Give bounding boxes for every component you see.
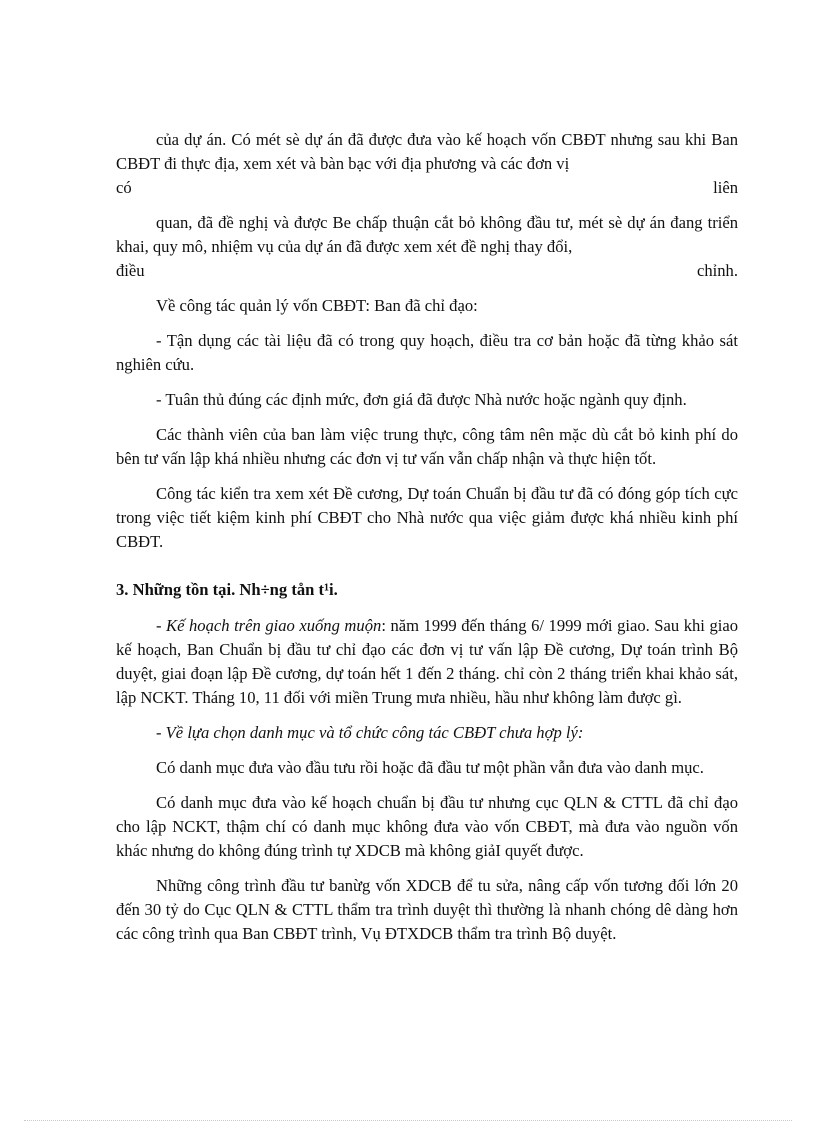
paragraph-bullet-1: - Tận dụng các tài liệu đã có trong quy hoạch, điều tra cơ bản hoặc đã từng khảo sát nghiên cứu. <box>116 331 738 374</box>
paragraph-list-1: Có danh mục đưa vào đầu tưu rồi hoặc đã đầu tư một phần vẫn đưa vào danh mục. <box>156 758 704 777</box>
spread-line-2 <box>116 259 738 283</box>
paragraph-list-2: Có danh mục đưa vào kế hoạch chuẩn bị đầu tư nhưng cục QLN & CTTL đã chỉ đạo cho lập NCKT, thậm chí có danh mục không đưa vào vốn CBĐT, mà đưa vào nguồn vốn khác nhưng do không đúng trình tự XDCB mà không giảI quyết được. <box>116 793 738 860</box>
paragraph-bullet-2: - Tuân thủ đúng các định mức, đơn giá đã được Nhà nước hoặc ngành quy định. <box>156 390 687 409</box>
spread-right-word: liên <box>713 178 738 197</box>
paragraph-management: Về công tác quản lý vốn CBĐT: Ban đã chỉ đạo: <box>156 296 478 315</box>
paragraph-late-plan-text: : năm 1999 đến tháng 6/ 1999 mới giao. Sau khi giao kế hoạch, Ban Chuẩn bị đầu tư chỉ đạo các đơn vị tư vấn lập Đề cương, Dự toán trình Bộ duyệt, giai đoạn lập Đề cương, dự toán hết 1 đến 2 tháng. chỉ còn 2 tháng triển khai khảo sát, lập NCKT. Tháng 10, 11 đối với miền Trung mưa nhiều, hầu như không làm được gì. <box>116 616 739 707</box>
italic-lead: - Kế hoạch trên giao xuống muộn <box>156 616 382 635</box>
paragraph-intro: của dự án. Có mét sè dự án đã được đưa vào kế hoạch vốn CBĐT nhưng sau khi Ban CBĐT đi thực địa, xem xét và bàn bạc với địa phương và các đơn vị <box>116 130 738 173</box>
paragraph-members: Các thành viên của ban làm việc trung thực, công tâm nên mặc dù cắt bỏ kinh phí do bên tư vấn lập khá nhiều nhưng các đơn vị tư vấn vẫn chấp nhận và thực hiện tốt. <box>116 425 738 468</box>
spread-line-1 <box>116 176 738 200</box>
page-bottom-divider <box>24 1120 792 1121</box>
paragraph-inspection: Công tác kiển tra xem xét Đề cương, Dự toán Chuẩn bị đầu tư đã có đóng góp tích cực trong việc tiết kiệm kinh phí CBĐT cho Nhà nước qua việc giảm được khá nhiều kinh phí CBĐT. <box>116 484 738 551</box>
paragraph-selection: - Về lựa chọn danh mục và tổ chức công tác CBĐT chưa hợp lý: <box>156 723 584 742</box>
spread-left-word: điều <box>116 261 145 280</box>
paragraph-works: Những công trình đầu tư banừg vốn XDCB để tu sửa, nâng cấp vốn tương đối lớn 20 đến 30 tỷ do Cục QLN & CTTL thẩm tra trình duyệt thì thường là nhanh chóng dê dàng hơn các công trình qua Ban CBĐT trình, Vụ ĐTXDCB thẩm tra trình Bộ duyệt. <box>116 876 738 943</box>
paragraph-late-plan <box>116 614 738 710</box>
document-page <box>116 128 738 957</box>
spread-left-word: có <box>116 178 132 197</box>
paragraph-continuation: quan, đã đề nghị và được Be chấp thuận cắt bỏ không đầu tư, mét sè dự án đang triển khai, quy mô, nhiệm vụ của dự án đã được xem xét đề nghị thay đổi, <box>116 213 738 256</box>
section-heading: 3. Những tồn tại. Nh÷ng tån t¹i. <box>116 580 338 599</box>
spread-right-word: chỉnh. <box>696 261 738 280</box>
